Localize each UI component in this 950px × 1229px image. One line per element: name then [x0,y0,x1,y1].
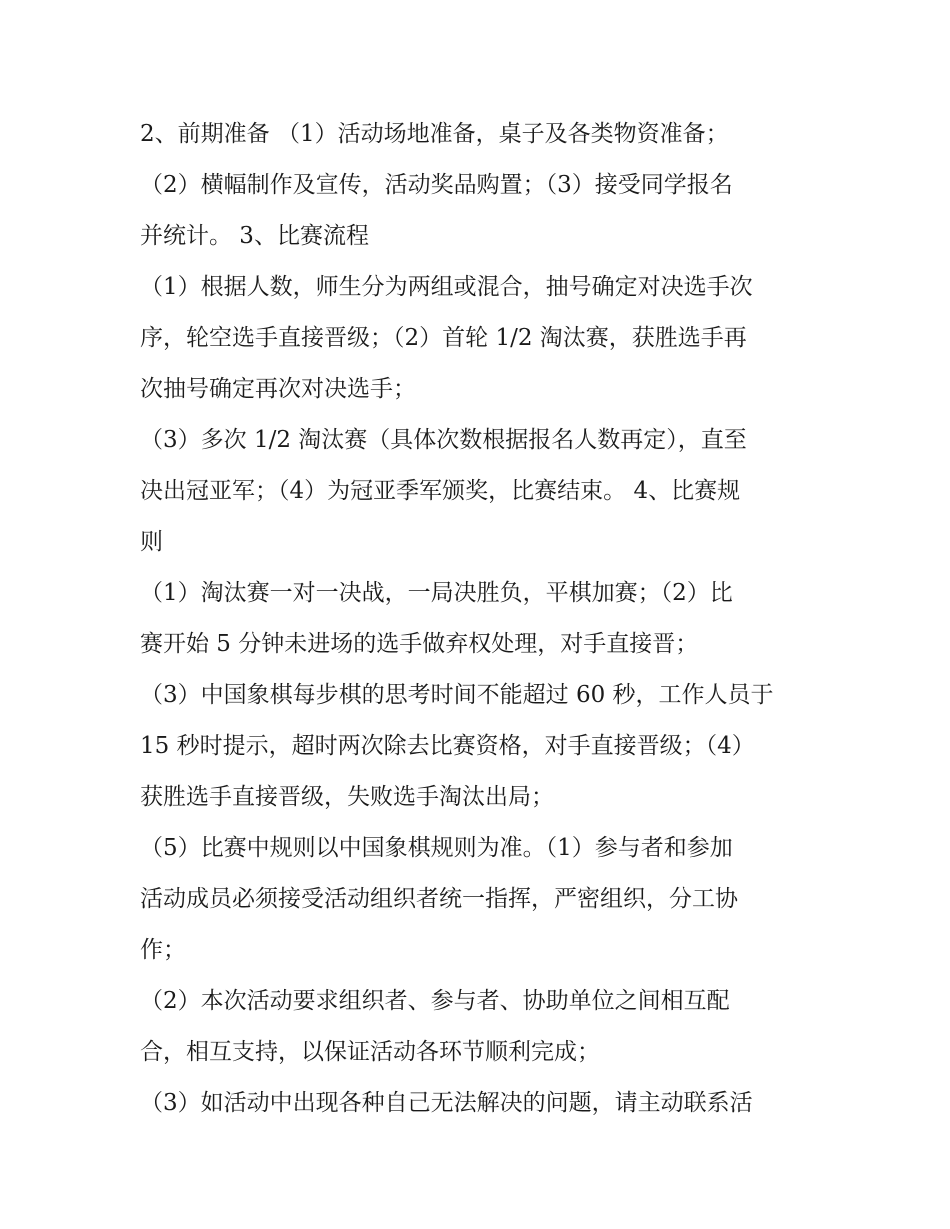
document-body [140,109,820,1129]
text-line: （1）淘汰赛一对一决战，一局决胜负，平棋加赛；（2）比 [140,580,733,606]
text-line: 活动成员必须接受活动组织者统一指挥，严密组织，分工协 [140,886,738,912]
text-line: 2、前期准备 （1）活动场地准备，桌子及各类物资准备； [140,121,729,147]
text-line: 次抽号确定再次对决选手； [140,376,416,402]
text-line: （3）多次 1/2 淘汰赛（具体次数根据报名人数再定），直至 [140,427,747,453]
text-line: 15 秒时提示，超时两次除去比赛资格，对手直接晋级；（4） [140,733,755,759]
text-line: （2）本次活动要求组织者、参与者、协助单位之间相互配 [140,988,730,1014]
text-line: （3）如活动中出现各种自己无法解决的问题，请主动联系活 [140,1090,753,1116]
text-line: 序，轮空选手直接晋级；（2）首轮 1/2 淘汰赛，获胜选手再 [140,325,747,351]
text-line: 并统计。 3、比赛流程 [140,223,369,249]
text-line: （3）中国象棋每步棋的思考时间不能超过 60 秒，工作人员于 [140,682,774,708]
text-line: 赛开始 5 分钟未进场的选手做弃权处理，对手直接晋； [140,631,699,657]
text-line: （5）比赛中规则以中国象棋规则为准。（1）参与者和参加 [140,835,733,861]
text-line: （1）根据人数，师生分为两组或混合，抽号确定对决选手次 [140,274,753,300]
text-line: （2）横幅制作及宣传，活动奖品购置；（3）接受同学报名 [140,172,733,198]
text-line: 作； [140,937,186,963]
text-line: 获胜选手直接晋级，失败选手淘汰出局； [140,784,554,810]
text-line: 则 [140,529,163,555]
text-line: 合，相互支持，以保证活动各环节顺利完成； [140,1039,600,1065]
text-line: 决出冠亚军；（4）为冠亚季军颁奖，比赛结束。 4、比赛规 [140,478,741,504]
